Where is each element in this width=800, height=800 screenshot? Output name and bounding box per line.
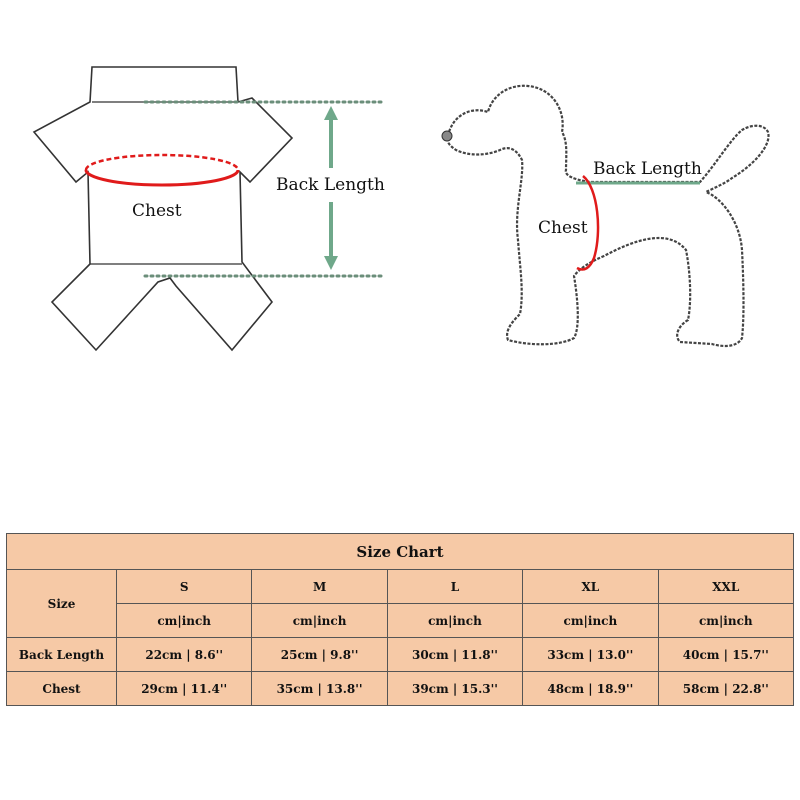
unit-cell: cm|inch [387,604,522,638]
size-header-cell: Size [7,570,117,638]
table-cell: 22cm | 8.6'' [117,638,252,672]
unit-cell: cm|inch [658,604,793,638]
table-size-row [7,570,794,604]
size-s-header: S [117,570,252,604]
size-chart-table [6,533,794,706]
table-row [7,638,794,672]
dog-back-length-label: Back Length [593,159,702,179]
unit-cell: cm|inch [117,604,252,638]
size-chart-title: Size Chart [7,534,794,570]
table-cell: 40cm | 15.7'' [658,638,793,672]
dog-nose-icon [442,131,452,141]
table-cell: 29cm | 11.4'' [117,672,252,706]
table-unit-row [7,604,794,638]
dog-chest-label: Chest [538,218,588,238]
size-m-header: M [252,570,387,604]
unit-cell: cm|inch [523,604,658,638]
table-cell: 39cm | 15.3'' [387,672,522,706]
dog-illustration [442,86,769,346]
size-xl-header: XL [523,570,658,604]
table-cell: 25cm | 9.8'' [252,638,387,672]
garment-illustration [34,67,385,350]
garment-back-length-label: Back Length [276,175,385,195]
dog-outline [447,86,768,346]
row-label-back-length: Back Length [7,638,117,672]
row-label-chest: Chest [7,672,117,706]
size-xxl-header: XXL [658,570,793,604]
garment-chest-label: Chest [132,201,182,221]
table-cell: 35cm | 13.8'' [252,672,387,706]
table-title-row [7,534,794,570]
unit-cell: cm|inch [252,604,387,638]
table-cell: 48cm | 18.9'' [523,672,658,706]
size-l-header: L [387,570,522,604]
table-cell: 58cm | 22.8'' [658,672,793,706]
table-cell: 33cm | 13.0'' [523,638,658,672]
table-row [7,672,794,706]
table-cell: 30cm | 11.8'' [387,638,522,672]
